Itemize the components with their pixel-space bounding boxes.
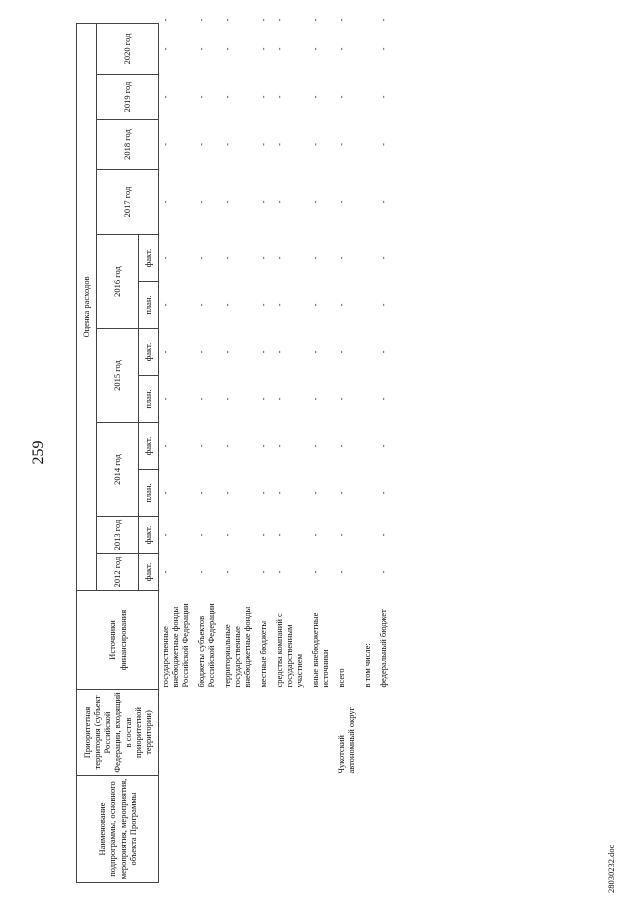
cell-value: - [160,397,170,401]
cell-value [361,376,373,423]
cell-value [361,120,373,170]
header-fact-2012: факт. [139,554,159,591]
cell-value: - [222,444,233,448]
cell-territory [309,690,331,776]
cell-value: - [310,47,321,51]
cell-value: - [336,533,347,537]
cell-value: - [258,303,269,307]
cell-value: - [274,570,285,574]
cell-value: - [378,95,389,99]
cell-value: - [336,491,347,495]
cell-value [361,23,373,74]
cell-value: - [196,350,207,354]
cell-value: - [196,47,207,51]
cell-value: - [196,444,207,448]
cell-value: - [258,444,269,448]
cell-value: - [336,303,347,307]
cell-value: - [222,95,233,99]
table-row: федеральный бюджет - - - - - - - - - - - - - [377,23,389,882]
cell-value: - [160,47,170,51]
cell-value: - [310,491,321,495]
header-fact-2015: факт. [139,329,159,376]
cell-value: - [274,200,285,204]
cell-value [361,423,373,470]
cell-value: - [274,47,285,51]
cell-value: - [378,570,389,574]
cell-value [361,170,373,235]
cell-value [361,235,373,282]
cell-value: - [378,143,389,146]
cell-value: - [274,397,285,401]
cell-value: - [274,303,285,307]
cell-value: - [222,200,233,204]
cell-territory [361,690,373,776]
cell-value: - [274,143,285,146]
cell-source: в том числе: [362,643,373,688]
cell-name [273,776,305,883]
cell-value: - [258,256,269,260]
cell-value: - [378,303,389,307]
cell-value: - [222,350,233,354]
table-row: местные бюджеты - - - - - - - - - - - - - [257,23,269,882]
header-year-2015: 2015 год [97,329,139,423]
cell-name [309,776,331,883]
cell-territory [377,690,389,776]
header-name: Наименование подпрограммы, основного мероприятия, мероприятия, объекта Программы [77,776,159,883]
cell-value: - [310,444,321,448]
cell-source: всего [336,668,347,688]
table-row: бюджеты субъектов Российской Федерации - - - - - - - - - - - - - [195,23,217,882]
document-code: 28030232.doc [606,844,616,893]
header-year-2020: 2020 год [97,23,159,74]
cell-name [335,776,357,883]
header-year-2016: 2016 год [97,235,139,329]
table-row: территориальные государственные внебюджетные фонды - - - - - - - - - - - - - [221,23,253,882]
cell-source: бюджеты субъектов Российской Федерации [196,603,217,688]
cell-value [361,75,373,120]
header-fact-2013: факт. [139,517,159,554]
header-fact-2014: факт. [139,423,159,470]
cell-value [361,282,373,329]
cell-value: - [310,200,321,204]
cell-value: - [378,491,389,495]
cell-value: - [258,143,269,146]
cell-value: - [274,444,285,448]
cell-value: - [160,256,170,260]
cell-value: - [336,143,347,146]
cell-value: - [274,491,285,495]
table-row [361,23,373,882]
cell-value: - [196,570,207,574]
cell-value: - [310,303,321,307]
cell-value: - [196,491,207,495]
cell-value: - [160,491,170,495]
cell-value: - [310,95,321,99]
cell-value: - [378,350,389,354]
cell-value: - [160,95,170,99]
cell-name [159,776,192,883]
cell-value: - [196,533,207,537]
cell-value: - [274,350,285,354]
header-plan-2014: план. [139,470,159,517]
cell-value: - [310,570,321,574]
cell-territory [273,690,305,776]
cell-value: - [222,533,233,537]
cell-territory [221,690,253,776]
cell-value: - [336,95,347,99]
table-row: государственные внебюджетные фонды Российской Федерации - - - - - - - - - - - - - [159,23,192,882]
cell-value: - [310,397,321,401]
cell-territory: Чукотский автономный округ [336,706,357,774]
cell-value: - [310,256,321,260]
cell-value: - [160,444,170,448]
header-year-2017: 2017 год [97,170,159,235]
cell-value [361,554,373,591]
cell-value: - [378,533,389,537]
cell-source: средства компаний с государственным участием [274,613,305,688]
header-plan-2016: план. [139,282,159,329]
cell-source: местные бюджеты [258,620,269,688]
cell-value: - [196,95,207,99]
cell-value: - [196,303,207,307]
cell-source: федеральный бюджет [378,609,389,688]
cell-source: территориальные государственные внебюджетные фонды [222,606,253,688]
cell-value: - [378,397,389,401]
cell-value: - [336,570,347,574]
cell-value: - [258,570,269,574]
cell-value [361,470,373,517]
cell-value: - [258,533,269,537]
cell-value: - [160,143,170,146]
cell-value: - [222,303,233,307]
cell-value: - [310,533,321,537]
cell-value: - [160,303,170,307]
header-year-2013: 2013 год [97,517,139,554]
cell-source: иные внебюджетные источники [310,612,331,688]
cell-value: - [160,570,170,574]
page-number: 259 [30,440,47,465]
cell-territory [257,690,269,776]
cell-value: - [222,143,233,146]
cell-name [257,776,269,883]
cell-value: - [222,47,233,51]
cell-value: - [336,397,347,401]
cell-name [377,776,389,883]
header-year-2019: 2019 год [97,75,159,120]
header-year-2018: 2018 год [97,120,159,170]
cell-value: - [196,397,207,401]
header-fact-2016: факт. [139,235,159,282]
header-sources: Источники финансирования [77,591,159,690]
cell-value: - [310,143,321,146]
cell-value: - [258,95,269,99]
cell-territory [195,690,217,776]
cell-name [195,776,217,883]
cell-value: - [378,47,389,51]
cell-value: - [336,47,347,51]
cell-value: - [160,350,170,354]
cell-value: - [336,444,347,448]
cell-value: - [336,256,347,260]
cell-value: - [222,256,233,260]
cell-value: - [258,350,269,354]
cell-value: - [222,397,233,401]
table-row: средства компаний с государственным участием - - - - - - - - - - - - - [273,23,305,882]
header-year-2012: 2012 год [97,554,139,591]
header-territory: Приоритетная территория (субъект Российской Федерации, входящий в состав приоритетной территории) [77,690,159,776]
table-header [77,23,159,882]
cell-value: - [310,350,321,354]
cell-value: - [196,256,207,260]
cell-value: - [222,491,233,495]
header-year-2014: 2014 год [97,423,139,517]
cell-value: - [274,533,285,537]
table-row: иные внебюджетные источники - - - - - - - - - - - - - [309,23,331,882]
cell-value: - [160,200,170,204]
cell-value: - [196,200,207,204]
cell-value: - [274,95,285,99]
cell-value: - [336,350,347,354]
cell-value: - [258,397,269,401]
cell-value: - [258,47,269,51]
cell-value: - [222,570,233,574]
cell-value [361,517,373,554]
table-row: Чукотский автономный округ всего - - - - - - - - - - - - - [335,23,357,882]
table-body [159,18,394,882]
expense-estimate-table [76,18,393,883]
cell-name [361,776,373,883]
cell-source: государственные внебюджетные фонды Российской Федерации [160,603,191,688]
cell-value: - [258,491,269,495]
cell-value: - [258,200,269,204]
cell-territory [159,690,192,776]
row-spacer [389,23,393,882]
cell-value: - [274,256,285,260]
header-estimate: Оценка расходов [77,23,97,590]
cell-value: - [378,444,389,448]
cell-value: - [378,256,389,260]
cell-name [221,776,253,883]
cell-value: - [196,143,207,146]
cell-value: - [378,200,389,204]
header-plan-2015: план. [139,376,159,423]
cell-value: - [336,200,347,204]
cell-value: - [160,533,170,537]
cell-value [361,329,373,376]
